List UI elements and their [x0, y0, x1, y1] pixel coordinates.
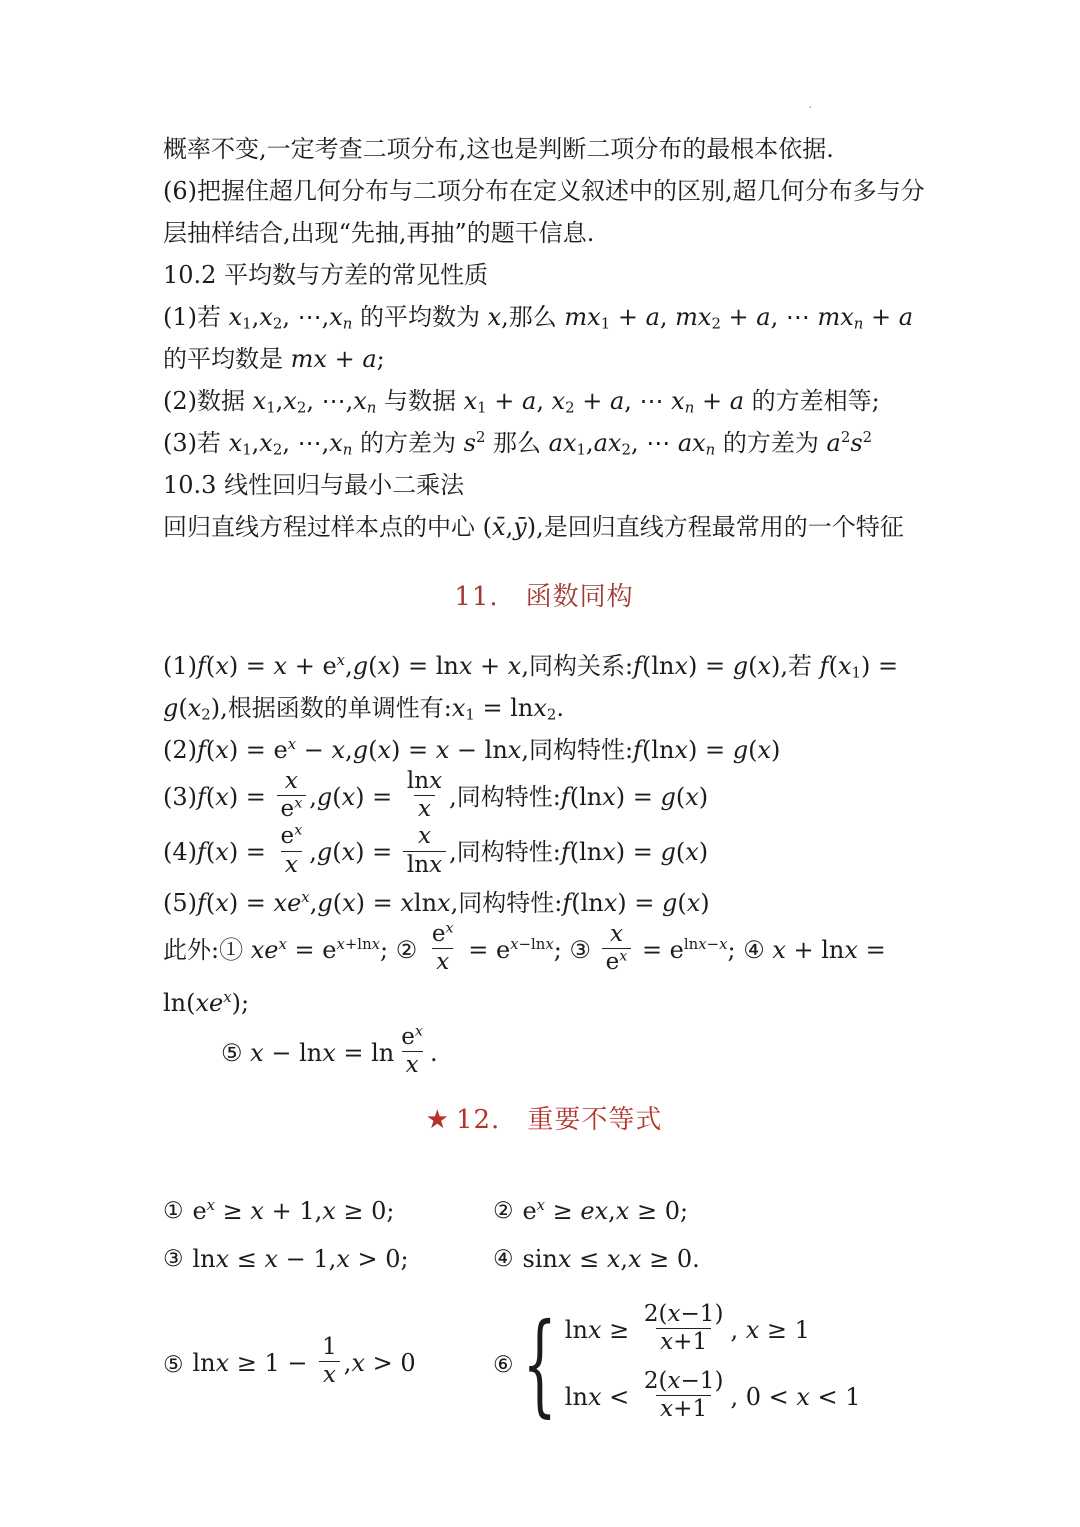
case-row-1: lnx ≥ $\frac{2(x-1)}{x+1}$ , x ≥ 1 — [564, 1300, 810, 1355]
inequality-list — [163, 1190, 925, 1280]
inequality-item-1 — [163, 1190, 493, 1232]
formula: sinx ≤ x,x ≥ 0. — [522, 1244, 700, 1273]
para-iso-extra-2: ⑤ x − lnx = ln $\frac{e^x}{x}$ . — [221, 1023, 438, 1079]
para-prob-note: 概率不变,一定考查二项分布,这也是判断二项分布的最根本依据. — [163, 135, 834, 163]
circled-number: ③ — [163, 1245, 184, 1272]
para-iso-extra: 此外:① $xe^x = e^{x+lnx}$; ② $\frac{e^x}{x}$ = $e^{x-lnx}$; ③ $\frac{x}{e^x}$ = $e^{lnx-x}$; ④ $x + \ln x = \ln(xe^x)$; — [163, 920, 886, 1018]
inequality-item-6 — [493, 1299, 925, 1429]
heading-section-12-text: 12. 重要不等式 — [455, 1104, 663, 1135]
circled-number: ⑤ — [163, 1351, 184, 1378]
para-hypergeo-vs-binomial: (6)把握住超几何分布与二项分布在定义叙述中的区别,超几何分布多与分层抽样结合,出现“先抽,再抽”的题干信息. — [163, 177, 925, 247]
star-icon: ★ — [425, 1104, 450, 1135]
formula: $e^x \ge x + 1,x \ge 0$; — [192, 1195, 395, 1225]
formula: lnx ≤ x − 1,x > 0; — [192, 1244, 409, 1273]
stray-mark: . — [808, 96, 813, 112]
circled-number: ② — [493, 1197, 514, 1224]
para-regression-center: 回归直线方程过样本点的中心 (x̄,ȳ),是回归直线方程最常用的一个特征 — [163, 513, 904, 541]
para-variance-scale: (3)若 $x_1,x_2$, $\cdots,x_n$ 的方差为 $s^2$ 那么 $ax_1,ax_2$, ⋯ $ax_n$ 的方差为 $a^2s^2$ — [163, 428, 873, 459]
case-row-2: lnx < $\frac{2(x-1)}{x+1}$ , 0 < x < 1 — [564, 1367, 861, 1423]
inequality-item-4 — [493, 1238, 925, 1280]
circled-number: ① — [163, 1197, 184, 1224]
para-variance-equal: (2)数据 $x_1,x_2$, $\cdots,x_n$ 与数据 $x_1 + a$, $x_2 + a$, ⋯ $x_n + a$ 的方差相等; — [163, 387, 880, 417]
heading-section-12 — [163, 1099, 925, 1136]
para-iso-5: $(5)f(x) = xe^x,g(x) = xlnx$,同构特性:f(lnx) = g(x) — [163, 887, 710, 917]
cases-group — [522, 1299, 861, 1429]
heading-10-3: 10.3 线性回归与最小二乘法 — [163, 471, 465, 499]
circled-number: ⑥ — [493, 1351, 514, 1378]
inequality-item-3 — [163, 1238, 493, 1280]
formula: $e^x \ge ex,x \ge 0$; — [522, 1195, 689, 1225]
para-iso-3: (3)f(x) = $\frac{x}{e^x}$ ,g(x) = $\frac{\ln x}{x}$ ,同构特性:f(lnx) = g(x) — [163, 768, 709, 823]
inequality-list-row-3 — [163, 1299, 925, 1429]
heading-10-2: 10.2 平均数与方差的常见性质 — [163, 261, 489, 289]
inequality-item-5 — [163, 1334, 493, 1392]
page-content — [163, 128, 925, 1429]
cases-rows — [564, 1300, 861, 1427]
para-iso-2: $(2)f(x) = e^x - x,g(x) = x - \ln x$,同构特性:f(lnx) = g(x) — [163, 735, 781, 764]
left-brace: { — [522, 1299, 557, 1429]
para-iso-4: (4)f(x) = $\frac{e^x}{x}$ ,g(x) = $\frac{x}{\ln x}$ ,同构特性:f(lnx) = g(x) — [163, 822, 709, 878]
inequality-item-2 — [493, 1190, 925, 1232]
heading-section-11: 11. 函数同构 — [454, 582, 634, 612]
para-iso-1: $(1)f(x) = x + e^x,g(x) = \ln x + x$,同构关系:f(lnx) = g(x),若 $f(x_1) = g(x_2)$,根据函数的单调性有$:x_1 = \ln x_2$. — [163, 651, 899, 724]
formula: lnx ≥ 1 − $\frac{1}{x}$ ,x > 0 — [192, 1334, 416, 1389]
circled-number: ④ — [493, 1245, 514, 1272]
para-mean-property: (1)若 $x_1,x_2$, $\cdots,x_n$ 的平均数为 x,那么 $mx_1 + a$, $mx_2 + a$, ⋯ $mx_n + a$ 的平均数是 mx + a; — [163, 303, 914, 373]
